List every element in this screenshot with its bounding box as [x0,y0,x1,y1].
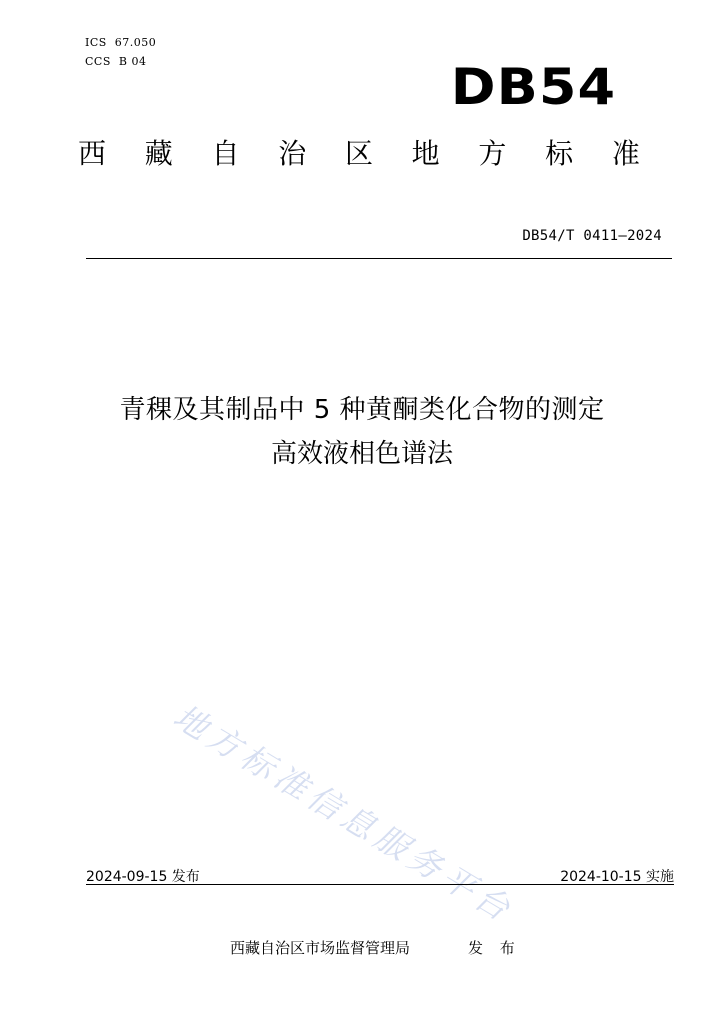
standard-type-char: 西 [78,137,107,170]
standard-type-char: 方 [478,137,507,170]
top-divider [86,258,672,259]
ics-code: ICS 67.050 [85,36,157,49]
standard-type-char: 藏 [144,137,173,170]
standard-type-char: 区 [344,137,373,170]
standard-type-char: 自 [211,137,240,170]
standard-type-char: 地 [411,137,440,170]
standard-code: DB54/T 0411—2024 [522,228,662,244]
implementation-date: 2024-10-15 实施 [560,869,674,885]
standard-type-char: 标 [545,137,574,170]
issue-action: 发 布 [468,939,521,957]
db54-logo: DB54 [450,58,616,116]
bottom-divider [86,884,674,885]
ccs-code: CCS B 04 [85,55,147,68]
document-title-line1: 青稞及其制品中 5 种黄酮类化合物的测定 [119,395,605,425]
watermark: 地方标准信息服务平台 [166,696,522,931]
issue-date: 2024-09-15 发布 [86,869,200,885]
document-title-line2: 高效液相色谱法 [270,439,453,469]
standard-type-heading [78,137,640,170]
standard-type-char: 治 [278,137,307,170]
issuing-authority: 西藏自治区市场监督管理局 [230,939,411,957]
standard-type-char: 准 [611,137,640,170]
